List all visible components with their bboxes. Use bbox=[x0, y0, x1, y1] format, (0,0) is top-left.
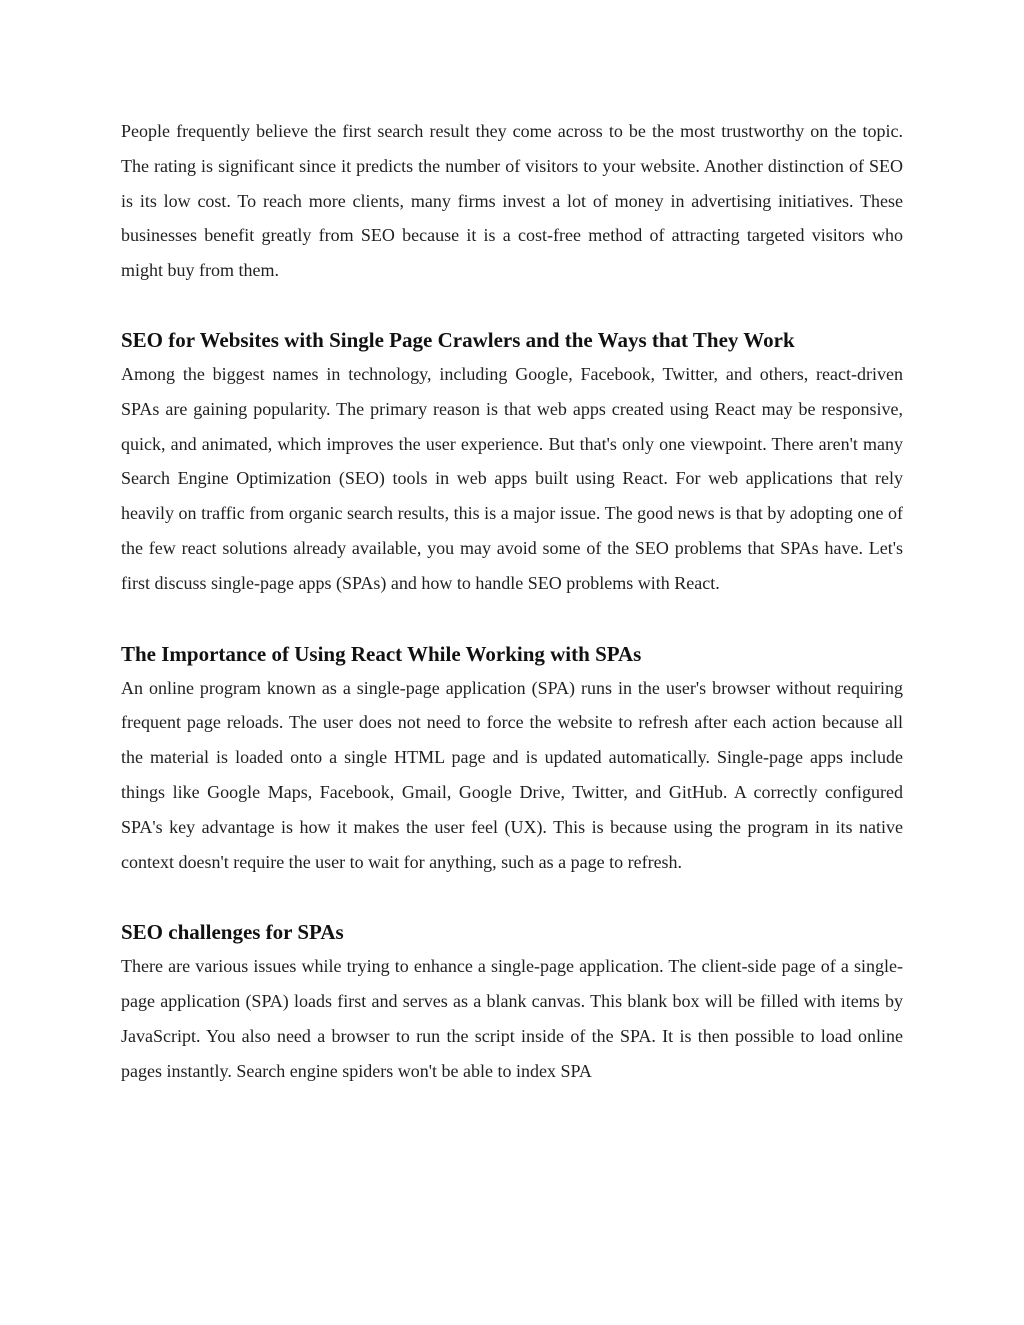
section-body-spa-seo: Among the biggest names in technology, including Google, Facebook, Twitter, and others, react-driven SPAs are gaining popularity. The primary reason is that web apps created using React may be responsive, quick, and animated, which improves the user experience. But that's only one viewpoint. There aren't many Search Engine Optimization (SEO) tools in web apps built using React. For web applications that rely heavily on traffic from organic search results, this is a major issue. The good news is that by adopting one of the few react solutions already available, you may avoid some of the SEO problems that SPAs have. Let's first discuss single-page apps (SPAs) and how to handle SEO problems with React. bbox=[121, 363, 903, 593]
section-spacer bbox=[121, 288, 903, 323]
section-heading-seo-challenges: SEO challenges for SPAs bbox=[121, 920, 344, 945]
section-body-react-importance: An online program known as a single-page application (SPA) runs in the user's browser without requiring frequent page reloads. The user does not need to force the website to refresh after each action because all the material is loaded onto a single HTML page and is updated automatically. Single-page apps include things like Google Maps, Facebook, Gmail, Google Drive, Twitter, and GitHub. A correctly configured SPA's key advantage is how it makes the user feel (UX). This is because using the program in its native context doesn't require the user to wait for anything, such as a page to refresh. bbox=[121, 677, 903, 872]
section-spacer bbox=[121, 601, 903, 637]
document-page bbox=[121, 114, 903, 1089]
section-body-seo-challenges: There are various issues while trying to enhance a single-page application. The client-side page of a single-page application (SPA) loads first and serves as a blank canvas. This blank box will be filled with items by JavaScript. You also need a browser to run the script inside of the SPA. It is then possible to load online pages instantly. Search engine spiders won't be able to index SPA bbox=[121, 956, 903, 1081]
section-spacer bbox=[121, 879, 903, 915]
intro-paragraph: People frequently believe the first search result they come across to be the most trustworthy on the topic. The rating is significant since it predicts the number of visitors to your website. Another distinction of SEO is its low cost. To reach more clients, many firms invest a lot of money in advertising initiatives. These businesses benefit greatly from SEO because it is a cost-free method of attracting targeted visitors who might buy from them. bbox=[121, 121, 903, 281]
section-heading-spa-seo: SEO for Websites with Single Page Crawlers and the Ways that They Work bbox=[121, 327, 795, 352]
section-heading-react-importance: The Importance of Using React While Working with SPAs bbox=[121, 641, 642, 666]
